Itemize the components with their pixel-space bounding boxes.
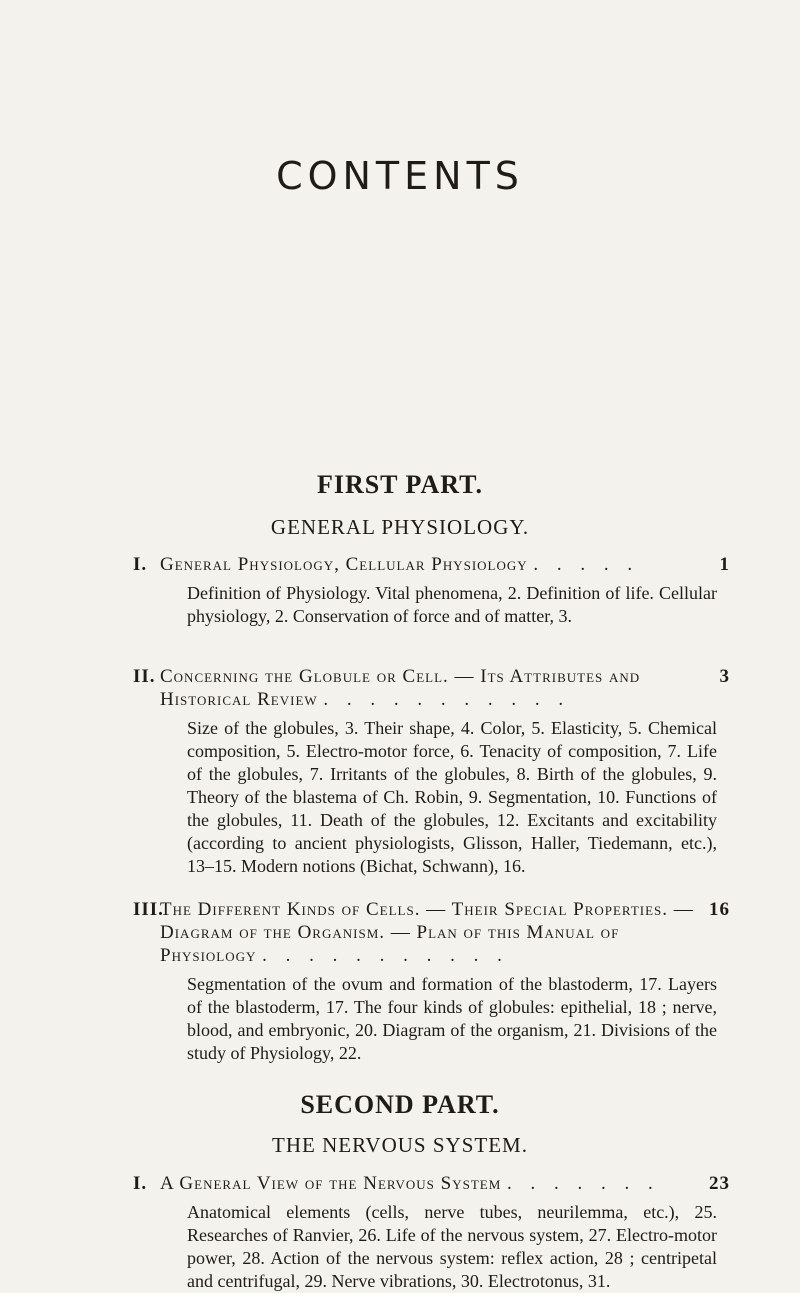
page-title: CONTENTS bbox=[276, 154, 524, 198]
chapter-number: I. bbox=[133, 554, 148, 575]
chapter-number: III. bbox=[133, 899, 164, 920]
chapter-summary: Segmentation of the ovum and formation of the blastoderm, 17. Layers of the blastoderm, 17. The four kinds of globules: epithelial, 18 ; nerve, blood, and embryonic, 20. Diagram of the organism, 21. Divisions of the study of Physiology, 22. bbox=[187, 974, 717, 1063]
chapter-title: Concerning the Globule or Cell. — Its Attributes and Historical Review bbox=[160, 666, 641, 710]
toc-entry bbox=[133, 898, 730, 1065]
chapter-page: 3 bbox=[719, 666, 730, 687]
part-heading: FIRST PART. bbox=[316, 470, 484, 499]
chapter-title: General Physiology, Cellular Physiology bbox=[160, 554, 528, 575]
toc-entry bbox=[133, 1172, 730, 1293]
chapter-summary: Anatomical elements (cells, nerve tubes, neurilemma, etc.), 25. Researches of Ranvier, 26. Life of the nervous system, 27. Electro-motor power, 28. Action of the nervous system: reflex action, 28 ; centripetal and centrifugal, 29. Nerve vibrations, 30. Electrotonus, 31. bbox=[187, 1202, 717, 1291]
chapter-number: II. bbox=[133, 666, 156, 687]
chapter-number: I. bbox=[133, 1173, 148, 1194]
leader-dots: . . . . . . . . . . . bbox=[262, 945, 509, 966]
chapter-summary: Size of the globules, 3. Their shape, 4. Color, 5. Elasticity, 5. Chemical composition, 5. Electro-motor force, 6. Tenacity of composition, 7. Life of the globules, 7. Irritants of the globules, 8. Birth of the globules, 9. Theory of the blastema of Ch. Robin, 9. Segmentation, 10. Functions of the globules, 11. Death of the globules, 12. Excitants and excitability (according to ancient physiologists, Glisson, Haller, Tiedemann, etc.), 13–15. Modern notions (Bichat, Schwann), 16. bbox=[187, 718, 717, 876]
leader-dots: . . . . . . . bbox=[507, 1173, 660, 1194]
part-subheading: GENERAL PHYSIOLOGY. bbox=[270, 515, 530, 539]
chapter-page: 23 bbox=[709, 1173, 730, 1194]
toc-entry bbox=[133, 553, 730, 628]
leader-dots: . . . . . bbox=[533, 554, 640, 575]
part-heading: SECOND PART. bbox=[300, 1090, 500, 1119]
chapter-page: 1 bbox=[719, 554, 730, 575]
chapter-summary: Definition of Physiology. Vital phenomena, 2. Definition of life. Cellular physiology, 2. Conservation of force and of matter, 3. bbox=[187, 583, 717, 626]
part-subheading: THE NERVOUS SYSTEM. bbox=[272, 1133, 528, 1157]
leader-dots: . . . . . . . . . . . bbox=[323, 689, 571, 710]
chapter-page: 16 bbox=[709, 899, 730, 920]
chapter-title: The Different Kinds of Cells. — Their Special Properties. — Diagram of the Organism. — Plan of this Manual of Physiology bbox=[160, 899, 694, 966]
toc-entry bbox=[133, 665, 730, 878]
chapter-title: A General View of the Nervous System bbox=[160, 1173, 502, 1194]
